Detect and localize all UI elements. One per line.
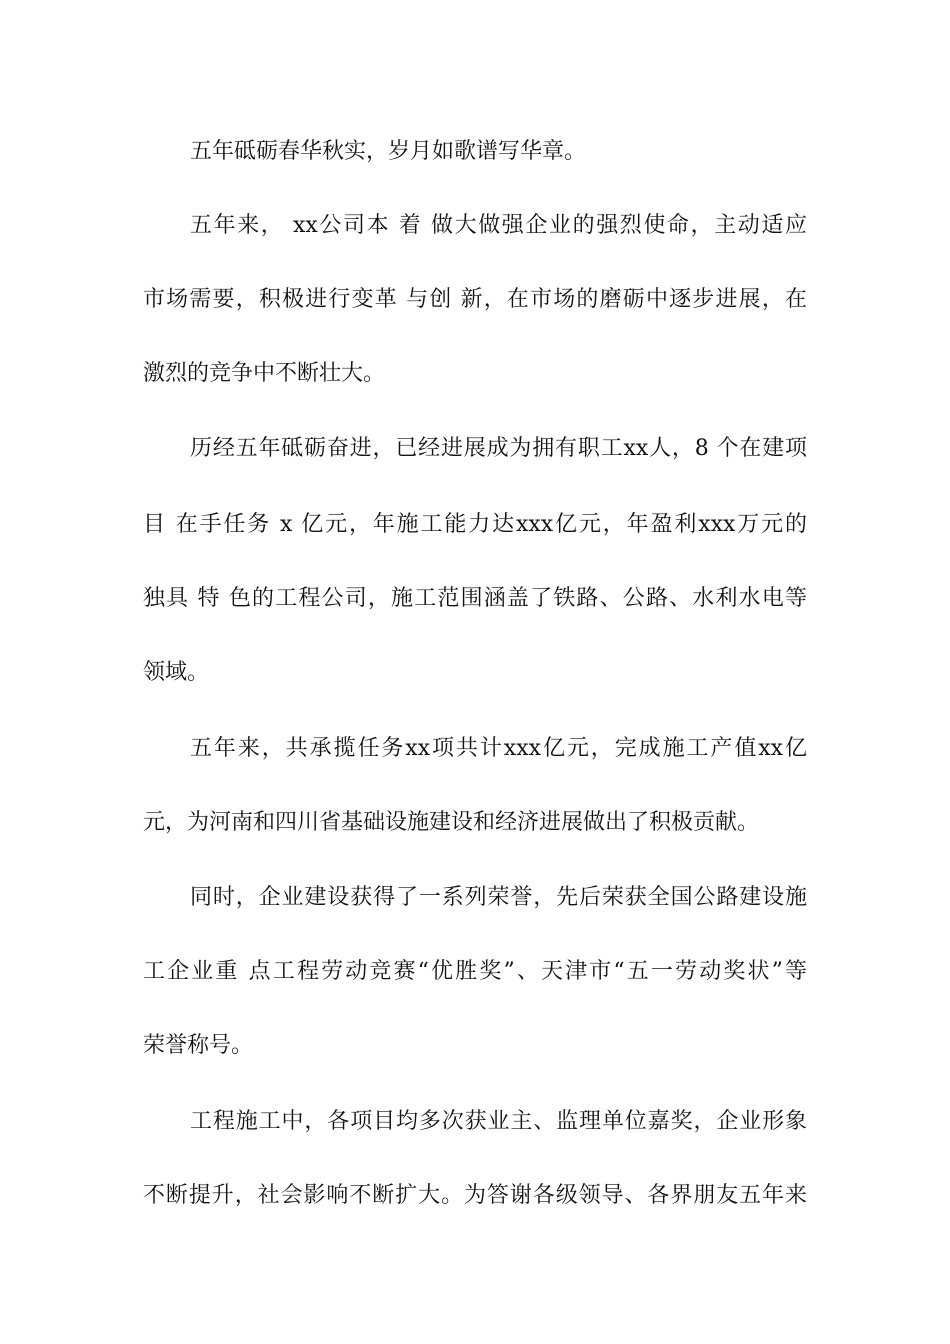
paragraph-3-line-1: 历经五年砥砺奋进，已经进展成为拥有职工xx人，8 个在建项 [190,436,807,461]
paragraph-2-line-3: 激烈的竞争中不断壮大。 [143,361,386,386]
paragraph-2-line-2: 市场需要，积极进行变革 与创 新，在市场的磨砺中逐步进展，在 [143,287,807,312]
paragraph-3-line-3: 独具 特 色的工程公司，施工范围涵盖了铁路、公路、水利水电等 [143,586,807,611]
paragraph-1-line-1: 五年砥砺春华秋实，岁月如歌谱写华章。 [190,139,587,164]
paragraph-6-line-2: 不断提升，社会影响不断扩大。为答谢各级领导、各界朋友五年来 [143,1183,807,1208]
paragraph-4-line-2: 元，为河南和四川省基础设施建设和经济进展做出了积极贡献。 [143,810,760,835]
paragraph-6-line-1: 工程施工中，各项目均多次获业主、监理单位嘉奖，企业形象 [190,1109,807,1134]
paragraph-3-line-2: 目 在手任务 x 亿元，年施工能力达xxx亿元，年盈利xxx万元的 [143,512,807,537]
paragraph-4-line-1: 五年来，共承揽任务xx项共计xxx亿元，完成施工产值xx亿 [190,736,807,761]
paragraph-5-line-2: 工企业重 点工程劳动竞赛“优胜奖”、天津市“五一劳动奖状”等 [143,959,807,984]
paragraph-5-line-1: 同时，企业建设获得了一系列荣誉，先后荣获全国公路建设施 [190,885,807,910]
paragraph-3-line-4: 领域。 [143,660,210,685]
paragraph-5-line-3: 荣誉称号。 [143,1033,254,1058]
paragraph-2-line-1: 五年来， xx公司本 着 做大做强企业的强烈使命，主动适应 [190,213,807,238]
